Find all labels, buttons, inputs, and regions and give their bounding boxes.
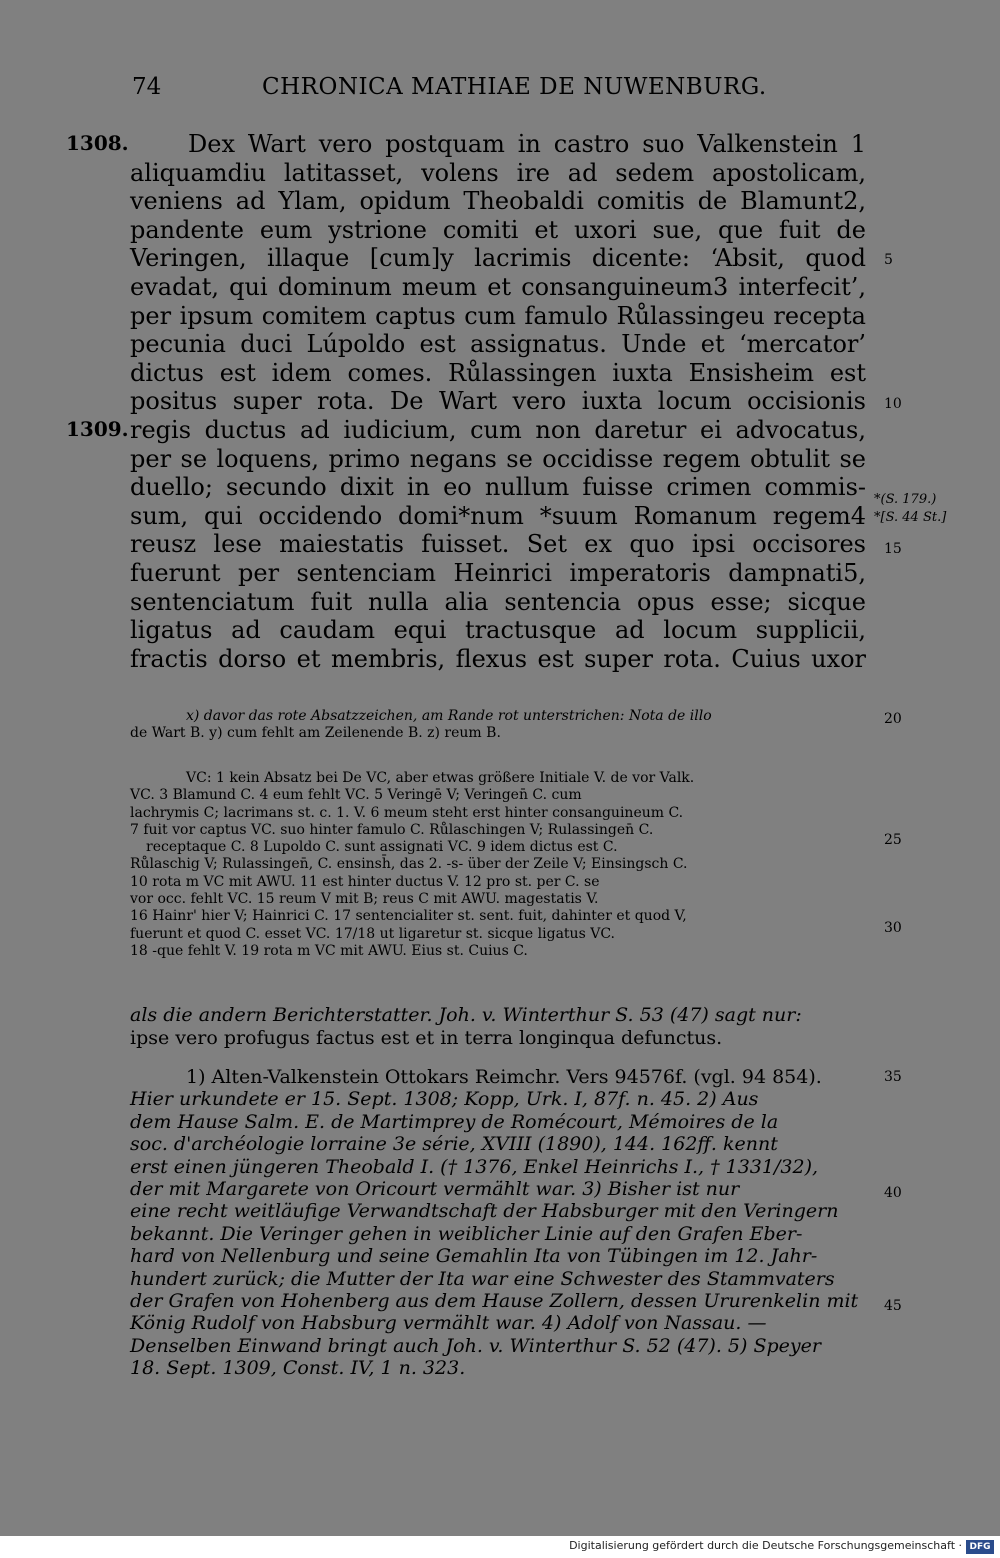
note-line: fuerunt et quod C. esset VC. 17/18 ut ligaretur st. sicque ligatus VC. [130,925,615,942]
note-line: VC: 1 kein Absatz bei De VC, aber etwas größere Initiale V. de vor Valk. [186,770,695,786]
note-line: VC. 3 Blamund C. 4 eum fehlt VC. 5 Veringē V; Veringen̄ C. cum [130,787,582,804]
line-number: 35 [884,1069,902,1085]
footnote-line: eine recht weitläufige Verwandtschaft der Habsburger mit den Veringern [130,1200,839,1223]
footnote-line: soc. d'archéologie lorraine 3e série, XVIII (1890), 144. 162ff. kennt [130,1133,778,1156]
note-line: receptaque C. 8 Lupoldo C. sunt assignati VC. 9 idem dictus est C. [146,839,618,856]
credit-text: Digitalisierung gefördert durch die Deutsche Forschungsgemeinschaft · [569,1539,962,1552]
note-line: de Wart B. y) cum fehlt am Zeilenende B. z) reum B. [130,725,501,742]
note-line: vor occ. fehlt VC. 15 reum V mit B; reus C mit AWU. magestatis V. [130,891,599,908]
footnote-line: König Rudolf von Habsburg vermählt war. 4) Adolf von Nassau. — [130,1312,767,1335]
line-number: 45 [884,1298,902,1314]
footnote-line: Denselben Einwand bringt auch Joh. v. Winterthur S. 52 (47). 5) Speyer [130,1334,821,1357]
year-marker-1308: 1308. [66,131,129,155]
main-line: positus super rota. De Wart vero iuxta locum occisionis [130,387,866,416]
note-line: lachrymis C; lacrimans st. c. 1. V. 6 meum steht erst hinter consanguineum C. [130,804,684,821]
line-number: 30 [884,920,902,936]
footnote-line: der Grafen von Hohenberg aus dem Hause Zollern, dessen Ururenkelin mit [130,1289,859,1312]
footnotes [130,1066,870,1379]
footnote-line: dem Hause Salm. E. de Martimprey de Romécourt, Mémoires de la [130,1110,779,1133]
footnote-line: bekannt. Die Veringer gehen in weiblicher Linie auf den Grafen Eber- [130,1222,803,1245]
page-number: 74 [132,74,162,100]
variant-notes [130,770,866,960]
footnote-line: der mit Margarete von Oricourt vermählt war. 3) Bisher ist nur [130,1177,740,1200]
year-marker-1309: 1309. [66,417,129,441]
main-line: sentenciatum fuit nulla alia sentencia opus esse; sicque [130,587,866,616]
line-number: 15 [884,541,902,557]
main-line: ligatus ad caudam equi tractusque ad locum supplicii, [130,616,866,645]
textual-notes [130,708,866,743]
line-number: 40 [884,1185,902,1201]
main-line: regis ductus ad iudicium, cum non daretur ei advocatus, [130,415,866,444]
footnote-line: Hier urkundete er 15. Sept. 1308; Kopp, Urk. I, 87f. n. 45. 2) Aus [130,1088,759,1111]
main-line: per ipsum comitem captus cum famulo Růlassingeu recepta [130,301,866,330]
line-number: 5 [884,252,893,268]
main-line: fuerunt per sentenciam Heinrici imperatoris dampnati5, [130,558,866,587]
main-line: pandente eum ystrione comiti et uxori sue, que fuit de [130,215,866,244]
commentary-continuation [130,1004,866,1049]
line-number: 20 [884,711,902,727]
note-line: Růlaschig V; Rulassingen̄, C. ensinsh̄, das 2. -s- über der Zeile V; Einsingsch C. [130,856,688,873]
commentary-line: ipse vero profugus factus est et in terra longinqua defunctus. [130,1026,723,1049]
running-head: CHRONICA MATHIAE DE NUWENBURG. [262,74,767,100]
main-line: per se loquens, primo negans se occidisse regem obtulit se [130,444,866,473]
footnote-line: erst einen jüngeren Theobald I. († 1376, Enkel Heinrichs I., † 1331/32), [130,1155,819,1178]
footnote-line: hundert zurück; die Mutter der Ita war eine Schwester des Stammvaters [130,1267,835,1290]
main-line: reusz lese maiestatis fuisset. Set ex quo ipsi occisores [130,530,866,559]
digitization-credit-bar [0,1536,1000,1558]
main-line: duello; secundo dixit in eo nullum fuisse crimen commis- [130,473,866,502]
main-line: pecunia duci Lúpoldo est assignatus. Unde et ‘mercator’ [130,330,866,359]
note-line: 7 fuit vor captus VC. suo hinter famulo C. Růlaschingen V; Rulassingen̄ C. [130,821,654,838]
main-text [130,130,866,673]
footnote-line: hard von Nellenburg und seine Gemahlin Ita von Tübingen im 12. Jahr- [130,1245,818,1268]
note-line: 10 rota m VC mit AWU. 11 est hinter ductus V. 12 pro st. per C. se [130,873,600,890]
line-number: 10 [884,396,902,412]
margin-page-ref: *[S. 44 St.] [874,510,947,525]
margin-page-ref: *(S. 179.) [874,492,937,507]
main-line: Veringen, illaque [cum]y lacrimis dicente: ‘Absit, quod [130,244,866,273]
footnote-line: 18. Sept. 1309, Const. IV, 1 n. 323. [130,1357,466,1380]
dfg-logo: DFG [966,1540,994,1554]
main-line: evadat, qui dominum meum et consanguineum3 interfecit’, [130,272,866,301]
main-line: sum, qui occidendo domi*num *suum Romanum regem4 [130,501,866,530]
commentary-line: als die andern Berichterstatter. Joh. v. Winterthur S. 53 (47) sagt nur: [130,1004,802,1026]
main-line: veniens ad Ylam, opidum Theobaldi comitis de Blamunt2, [130,187,866,216]
footnote-line: 1) Alten-Valkenstein Ottokars Reimchr. Vers 94576f. (vgl. 94 854). [186,1066,822,1088]
main-line: dictus est idem comes. Růlassingen iuxta Ensisheim est [130,358,866,387]
note-line: 18 -que fehlt V. 19 rota m VC mit AWU. Eius st. Cuius C. [130,942,528,959]
main-line: Dex Wart vero postquam in castro suo Valkenstein 1 [188,130,866,158]
main-line: aliquamdiu latitasset, volens ire ad sedem apostolicam, [130,158,866,187]
note-line: 16 Hainr' hier V; Hainrici C. 17 sentencialiter st. sent. fuit, dahinter et quod V, [130,908,687,925]
main-line: fractis dorso et membris, flexus est super rota. Cuius uxor [130,644,866,673]
note-line: x) davor das rote Absatzzeichen, am Rande rot unterstrichen: Nota de illo [186,708,712,724]
line-number: 25 [884,832,902,848]
